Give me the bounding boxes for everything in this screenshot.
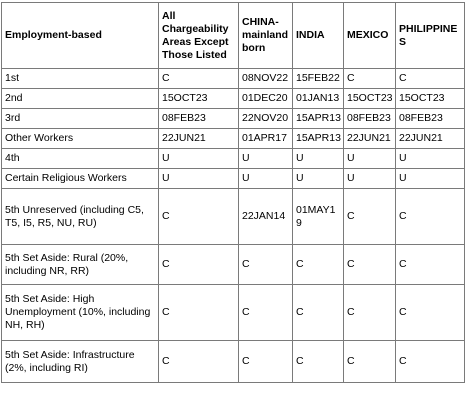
cell-india: 15FEB22	[293, 69, 344, 89]
cell-india: 01MAY19	[293, 189, 344, 245]
cell-all-chargeability: 22JUN21	[159, 129, 239, 149]
row-category: 3rd	[2, 109, 159, 129]
table-row	[2, 69, 465, 89]
cell-mexico: 15OCT23	[344, 89, 396, 109]
row-category: 4th	[2, 149, 159, 169]
cell-philippines: U	[396, 169, 465, 189]
cell-mexico: C	[344, 189, 396, 245]
cell-india: U	[293, 149, 344, 169]
cell-india: U	[293, 169, 344, 189]
table-row	[2, 341, 465, 383]
cell-all-chargeability: C	[159, 245, 239, 285]
cell-philippines: C	[396, 341, 465, 383]
table-row	[2, 129, 465, 149]
table-row	[2, 169, 465, 189]
cell-india: 15APR13	[293, 109, 344, 129]
cell-china: C	[239, 285, 293, 341]
cell-all-chargeability: U	[159, 169, 239, 189]
row-category: Certain Religious Workers	[2, 169, 159, 189]
header-china: CHINA-mainland born	[239, 3, 293, 69]
cell-philippines: C	[396, 285, 465, 341]
cell-philippines: 15OCT23	[396, 89, 465, 109]
table-row	[2, 109, 465, 129]
cell-china: 22NOV20	[239, 109, 293, 129]
row-category: 5th Set Aside: Rural (20%, including NR, RR)	[2, 245, 159, 285]
header-philippines: PHILIPPINES	[396, 3, 465, 69]
cell-mexico: C	[344, 341, 396, 383]
cell-china: U	[239, 169, 293, 189]
table-row	[2, 149, 465, 169]
cell-mexico: U	[344, 149, 396, 169]
table-row	[2, 245, 465, 285]
cell-philippines: 22JUN21	[396, 129, 465, 149]
cell-china: 08NOV22	[239, 69, 293, 89]
cell-india: C	[293, 245, 344, 285]
header-india: INDIA	[293, 3, 344, 69]
cell-philippines: U	[396, 149, 465, 169]
cell-india: 01JAN13	[293, 89, 344, 109]
table-row	[2, 189, 465, 245]
row-category: Other Workers	[2, 129, 159, 149]
cell-mexico: 22JUN21	[344, 129, 396, 149]
cell-philippines: C	[396, 69, 465, 89]
row-category: 1st	[2, 69, 159, 89]
cell-china: C	[239, 245, 293, 285]
cell-china: 01APR17	[239, 129, 293, 149]
cell-india: C	[293, 341, 344, 383]
header-employment-based: Employment-based	[2, 3, 159, 69]
cell-philippines: C	[396, 245, 465, 285]
table-row	[2, 285, 465, 341]
cell-all-chargeability: C	[159, 341, 239, 383]
cell-all-chargeability: 15OCT23	[159, 89, 239, 109]
row-category: 5th Unreserved (including C5, T5, I5, R5, NU, RU)	[2, 189, 159, 245]
cell-china: U	[239, 149, 293, 169]
row-category: 2nd	[2, 89, 159, 109]
row-category: 5th Set Aside: High Unemployment (10%, including NH, RH)	[2, 285, 159, 341]
cell-india: C	[293, 285, 344, 341]
cell-mexico: C	[344, 285, 396, 341]
cell-all-chargeability: C	[159, 285, 239, 341]
row-category: 5th Set Aside: Infrastructure (2%, including RI)	[2, 341, 159, 383]
cell-philippines: C	[396, 189, 465, 245]
header-row	[2, 3, 465, 69]
cell-mexico: 08FEB23	[344, 109, 396, 129]
cell-mexico: C	[344, 69, 396, 89]
cell-mexico: U	[344, 169, 396, 189]
header-all-chargeability: All Chargeability Areas Except Those Listed	[159, 3, 239, 69]
cell-all-chargeability: U	[159, 149, 239, 169]
cell-mexico: C	[344, 245, 396, 285]
table-row	[2, 89, 465, 109]
cell-china: C	[239, 341, 293, 383]
cell-china: 01DEC20	[239, 89, 293, 109]
cell-all-chargeability: C	[159, 69, 239, 89]
cell-philippines: 08FEB23	[396, 109, 465, 129]
cell-india: 15APR13	[293, 129, 344, 149]
header-mexico: MEXICO	[344, 3, 396, 69]
cell-china: 22JAN14	[239, 189, 293, 245]
cell-all-chargeability: 08FEB23	[159, 109, 239, 129]
cell-all-chargeability: C	[159, 189, 239, 245]
visa-bulletin-table	[1, 2, 465, 383]
